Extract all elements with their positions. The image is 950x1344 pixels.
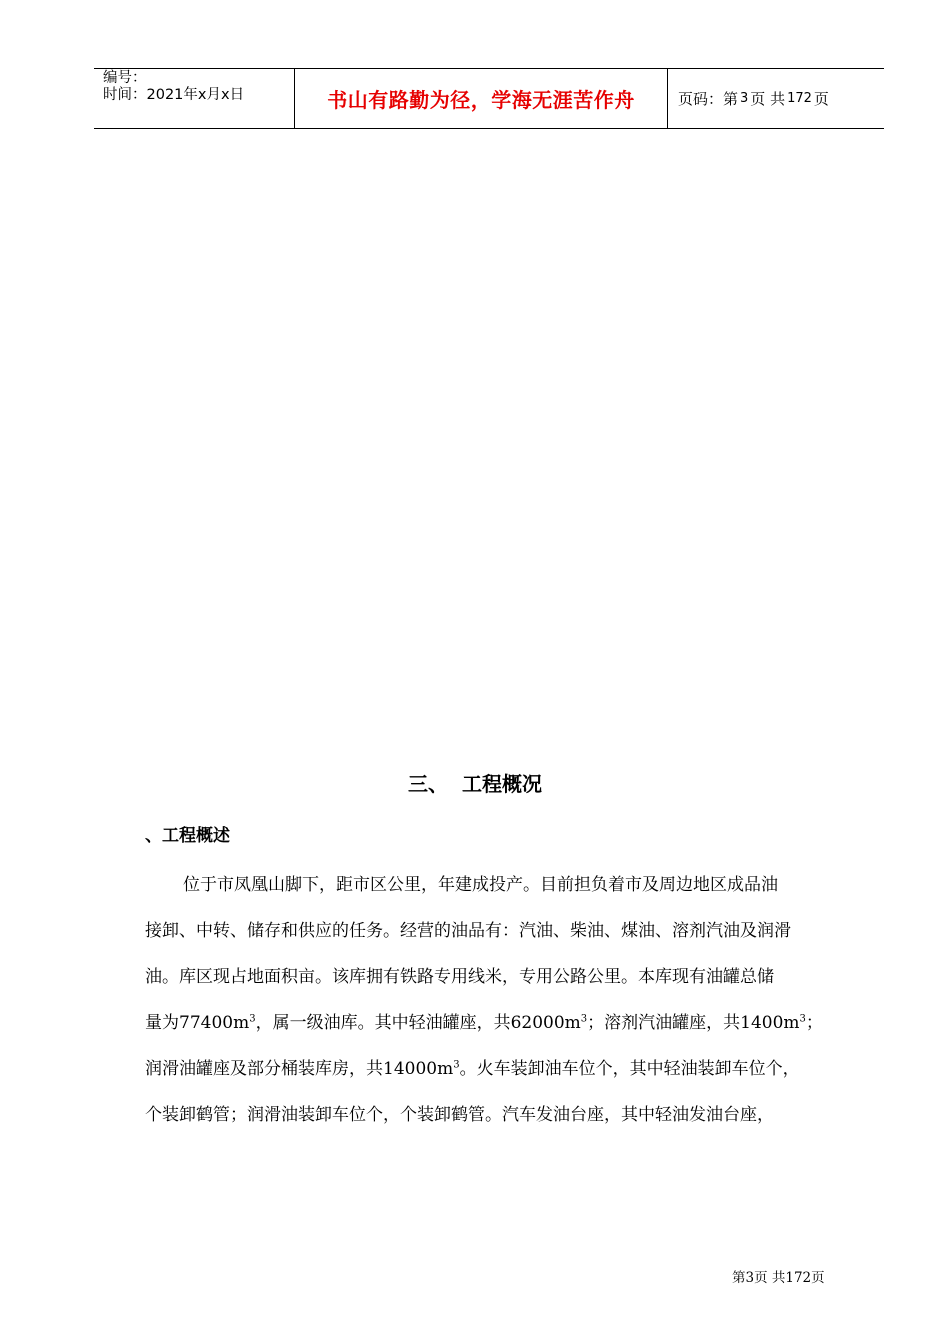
subsection-heading: 、工程概述 [145, 826, 230, 846]
body-paragraph [145, 862, 845, 1138]
document-time-label: 时间：2021年x月x日 [103, 87, 245, 103]
superscript: 3 [249, 1013, 256, 1025]
document-number-label: 编号： [103, 70, 147, 86]
text-run: ； [805, 1013, 823, 1033]
page-current: 3 [740, 91, 749, 106]
text-run: 润滑油罐座及部分桶装库房，共14000m [145, 1059, 454, 1079]
header-motto: 书山有路勤为径，学海无涯苦作舟 [295, 69, 668, 128]
superscript: 3 [799, 1013, 806, 1025]
section-heading [0, 770, 950, 798]
section-number: 三、 [408, 772, 448, 796]
superscript: 3 [580, 1013, 588, 1025]
paragraph-line: 个装卸鹤管；润滑油装卸车位个，个装卸鹤管。汽车发油台座，其中轻油发油台座， [145, 1105, 774, 1125]
page-suffix: 页 [813, 90, 829, 108]
page-prefix: 页码：第 [678, 90, 739, 108]
paragraph-line: 位于市凤凰山脚下，距市区公里，年建成投产。目前担负着市及周边地区成品油 [183, 875, 778, 895]
header-page-number [668, 69, 884, 128]
section-title: 工程概况 [462, 772, 542, 796]
superscript: 3 [453, 1059, 460, 1071]
page-mid: 页 共 [750, 90, 786, 108]
text-run: 量为77400m [145, 1013, 250, 1033]
header-meta-cell [94, 69, 295, 128]
text-run: 。火车装卸油车位个，其中轻油装卸车位个， [459, 1059, 800, 1079]
paragraph-line [145, 1000, 845, 1046]
text-run: ；溶剂汽油罐座，共1400m [587, 1013, 800, 1033]
page-header [94, 68, 884, 129]
paragraph-line: 接卸、中转、储存和供应的任务。经营的油品有：汽油、柴油、煤油、溶剂汽油及润滑 [145, 921, 791, 941]
page-total: 172 [787, 91, 812, 106]
footer-page-number: 第3页 共172页 [732, 1270, 825, 1286]
paragraph-line [145, 1046, 845, 1092]
paragraph-line: 油。库区现占地面积亩。该库拥有铁路专用线米，专用公路公里。本库现有油罐总储 [145, 967, 774, 987]
text-run: ，属一级油库。其中轻油罐座，共62000m [255, 1013, 581, 1033]
